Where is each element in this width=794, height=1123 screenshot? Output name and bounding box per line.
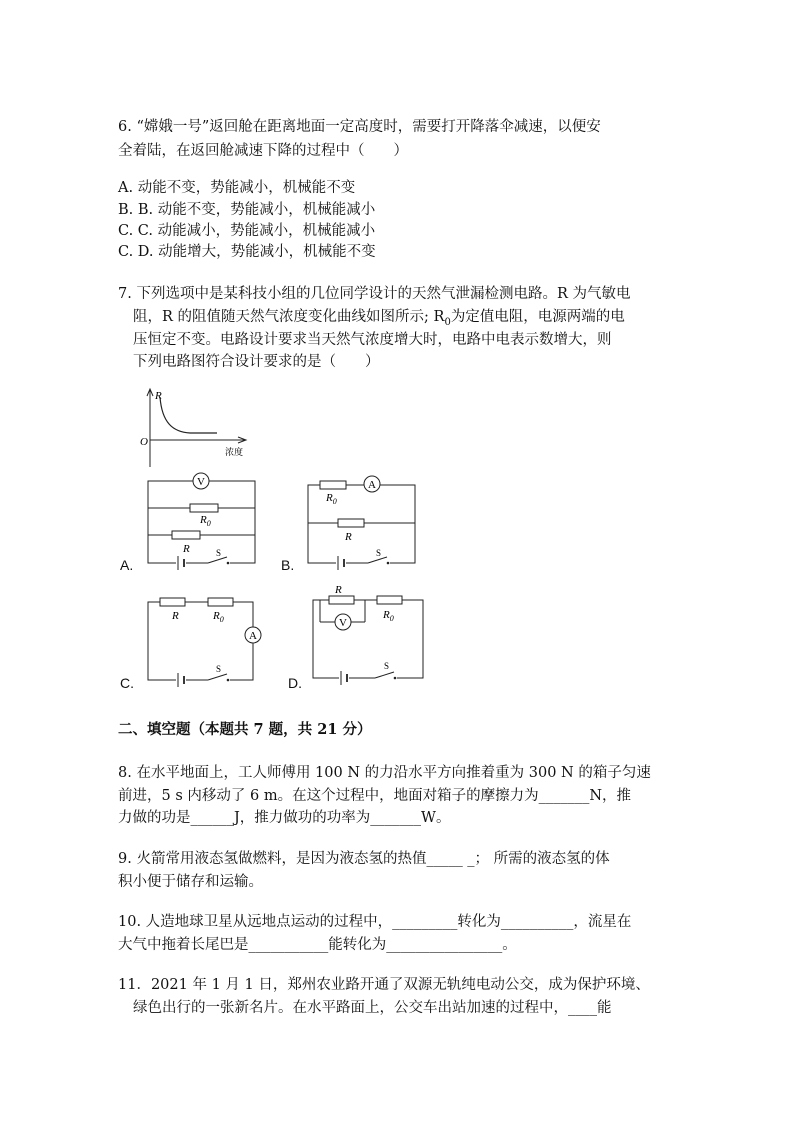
q7-option-b: B.	[281, 557, 295, 573]
q10-line2: 大气中拖着长尾巴是___________能转化为________________。	[118, 937, 517, 953]
q7-option-c: C.	[120, 675, 134, 691]
r-label: R	[335, 584, 342, 596]
switch-label: S	[376, 548, 382, 558]
switch-label: S	[384, 661, 390, 671]
switch-label: S	[216, 548, 222, 558]
resistor-r0	[320, 481, 346, 489]
q6-stem-line2: 全着陆，在返回舱减速下降的过程中（ ）	[118, 143, 408, 159]
q7-stem-line1: 7. 下列选项中是某科技小组的几位同学设计的天然气泄漏检测电路。R 为气敏电	[118, 286, 631, 302]
resistor-r	[329, 596, 354, 604]
r0-label: $R_0$	[213, 610, 224, 624]
q7-stem-line2-sub: 0	[444, 316, 451, 328]
resistor-r0	[208, 598, 233, 606]
graph-x-label: 浓度	[225, 447, 244, 457]
r-label: R	[345, 531, 352, 543]
resistor-r	[160, 598, 185, 606]
q7-stem-line2-pre: 阻，R 的阻值随天然气浓度变化曲线如图所示; R	[133, 309, 445, 325]
circuit-c	[140, 592, 265, 692]
r0-label: $R_0$	[326, 492, 337, 506]
graph-y-label: R	[155, 390, 162, 402]
switch-label: S	[216, 664, 222, 674]
resistor-r	[338, 519, 364, 527]
r-label: R	[172, 610, 179, 622]
q7-stem-line2-post: 为定值电阻，电源两端的电	[450, 309, 625, 325]
q6-option-c: C. C. 动能减小，势能减小，机械能减小	[118, 223, 376, 239]
ammeter-label: A	[249, 630, 257, 642]
q7-stem-line3: 压恒定不变。电路设计要求当天然气浓度增大时，电路中电表示数增大，则	[133, 332, 612, 348]
resistor-r0	[190, 504, 218, 512]
q6-option-a: A. 动能不变，势能减小，机械能不变	[118, 180, 356, 196]
q7-stem-line4: 下列电路图符合设计要求的是（ ）	[133, 354, 380, 370]
r-concentration-graph	[135, 385, 260, 470]
q7-option-d: D.	[288, 675, 302, 691]
resistor-r0	[377, 596, 402, 604]
q7-stem-line2	[133, 307, 625, 333]
voltmeter-label: V	[339, 617, 347, 629]
q6-option-d: C. D. 动能增大，势能减小，机械能不变	[118, 244, 376, 260]
q8-line2: 前进，5 s 内移动了 6 m。在这个过程中，地面对箱子的摩擦力为_______N，推	[118, 788, 632, 804]
q11-line1: 11．2021 年 1 月 1 日，郑州农业路开通了双源无轨纯电动公交，成为保护环境、	[118, 977, 650, 993]
q9-line1: 9. 火箭常用液态氢做燃料，是因为液态氢的热值_____ _； 所需的液态氢的体	[118, 851, 610, 867]
circuit-d	[305, 580, 430, 685]
r0-label: $R_0$	[383, 609, 394, 623]
q9-line2: 积小便于储存和运输。	[118, 874, 263, 890]
q8-line1: 8. 在水平地面上，工人师傅用 100 N 的力沿水平方向推着重为 300 N 的箱子匀速	[118, 765, 651, 781]
r-label: R	[183, 543, 190, 555]
ammeter-label: A	[368, 479, 376, 491]
graph-curve	[160, 397, 217, 433]
voltmeter-label: V	[197, 476, 205, 488]
q8-line3: 力做的功是______J，推力做功的功率为_______W。	[118, 810, 451, 826]
r0-label: $R_0$	[200, 514, 211, 528]
circuit-b	[300, 470, 425, 570]
graph-origin-label: O	[140, 436, 148, 448]
resistor-r	[172, 531, 200, 539]
circuit-a	[140, 470, 265, 570]
q11-line2: 绿色出行的一张新名片。在水平路面上，公交车出站加速的过程中，____能	[133, 1000, 612, 1016]
q6-stem-line1: 6. “嫦娥一号”返回舱在距离地面一定高度时，需要打开降落伞减速，以便安	[118, 119, 601, 135]
q7-option-a: A.	[120, 557, 134, 573]
q10-line1: 10. 人造地球卫星从远地点运动的过程中，_________转化为__________，流星在	[118, 914, 632, 930]
q6-option-b: B. B. 动能不变，势能减小，机械能减小	[118, 202, 376, 218]
section-2-title: 二、填空题（本题共 7 题，共 21 分）	[118, 721, 372, 738]
